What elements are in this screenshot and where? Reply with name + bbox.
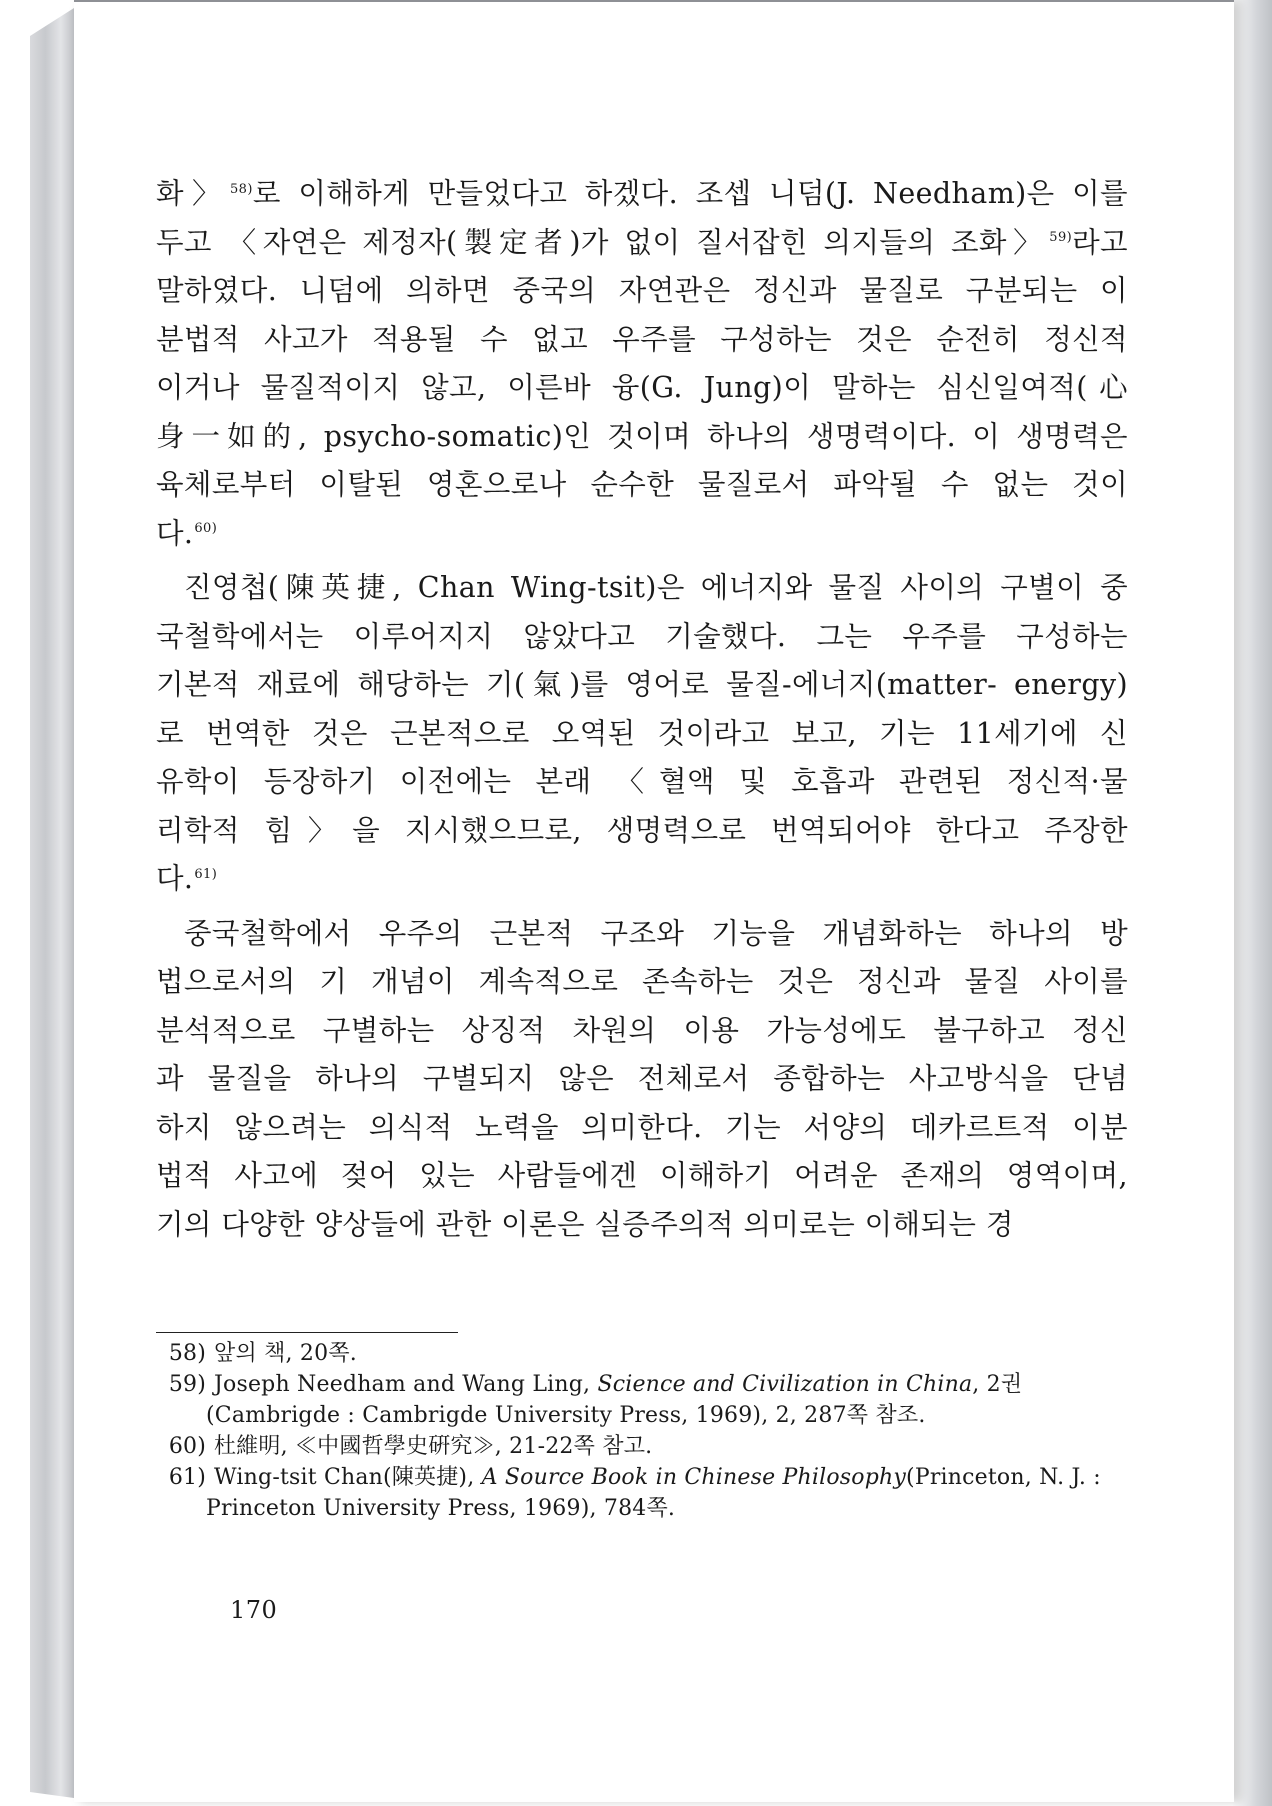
footnote-marker: 60)	[194, 521, 218, 536]
line-text: 중국철학에서 우주의 근본적 구조와 기능을 개념화하는 하나의 방	[184, 916, 1128, 950]
footnote-segment: (Princeton, N. J. :	[906, 1465, 1101, 1490]
text-line	[156, 1007, 1128, 1056]
footnote-marker: 61)	[194, 866, 218, 882]
text-line	[156, 1104, 1128, 1153]
text-line	[156, 710, 1128, 759]
footnote-marker: 58)	[230, 181, 253, 197]
footnote-text	[214, 1431, 1128, 1462]
line-text: 국철학에서는 이루어지지 않았다고 기술했다. 그는 우주를 구성하는	[156, 619, 1128, 653]
footnote-segment: Joseph Needham and Wang Ling,	[214, 1372, 598, 1397]
text-line	[156, 170, 1128, 219]
footnote-line	[214, 1462, 1128, 1493]
line-text: 로 번역한 것은 근본적으로 오역된 것이라고 보고, 기는 11세기에 신	[156, 716, 1128, 750]
text-line	[156, 758, 1128, 807]
footnote-line	[206, 1400, 1128, 1431]
line-text: 법적 사고에 젖어 있는 사람들에겐 이해하기 어려운 존재의 영역이며,	[156, 1159, 1128, 1192]
line-text: 말하였다. 니덤에 의하면 중국의 자연관은 정신과 물질로 구분되는 이	[156, 274, 1128, 307]
paragraph	[156, 910, 1128, 1250]
line-text: 다.	[156, 516, 194, 550]
line-text: 로 이해하게 만들었다고 하겠다. 조셉 니덤(J. Needham)은 이를	[252, 177, 1128, 210]
line-text: 두고 〈자연은 제정자(製定者)가 없이 질서잡힌 의지들의 조화〉	[156, 225, 1049, 259]
page-number: 170	[230, 1596, 278, 1624]
footnote-item	[156, 1369, 1128, 1431]
text-line	[156, 855, 1128, 904]
line-text: 분법적 사고가 적용될 수 없고 우주를 구성하는 것은 순전히 정신적	[156, 322, 1128, 356]
footnotes	[156, 1338, 1128, 1524]
footnote-line	[214, 1369, 1128, 1400]
footnote-text	[214, 1338, 1128, 1369]
text-line	[156, 219, 1128, 268]
footnote-number: 60)	[168, 1434, 206, 1459]
line-text: 유학이 등장하기 이전에는 본래 〈혈액 및 호흡과 관련된 정신적·물	[156, 765, 1128, 798]
text-line	[156, 564, 1128, 613]
line-text: 진영첩(陳英捷, Chan Wing-tsit)은 에너지와 물질 사이의 구별이 중	[184, 571, 1128, 604]
text-line	[156, 510, 1128, 559]
footnote-segment: 앞의 책, 20쪽.	[214, 1341, 357, 1366]
text-line	[156, 958, 1128, 1007]
footnote-item	[156, 1431, 1128, 1462]
footnote-item	[156, 1462, 1128, 1524]
text-line	[156, 807, 1128, 856]
line-text: 과 물질을 하나의 구별되지 않은 전체로서 종합하는 사고방식을 단념	[156, 1062, 1128, 1095]
text-line	[156, 661, 1128, 710]
line-text: 이거나 물질적이지 않고, 이른바 융(G. Jung)이 말하는 심신일여적(心	[156, 371, 1128, 404]
footnote-number: 58)	[168, 1341, 206, 1366]
text-line	[156, 461, 1128, 510]
line-text: 身一如的, psycho-somatic)인 것이며 하나의 생명력이다. 이 생명력은	[156, 419, 1128, 453]
page-edge	[30, 8, 74, 1798]
text-line	[156, 316, 1128, 365]
footnote-segment: , 2권	[972, 1372, 1023, 1397]
text-line	[156, 413, 1128, 462]
footnote-divider	[156, 1332, 458, 1333]
footnote-segment: 杜維明, ≪中國哲學史硏究≫, 21-22쪽 참고.	[214, 1434, 653, 1459]
line-text: 다.	[156, 862, 194, 895]
text-line	[156, 910, 1128, 959]
footnote-text	[206, 1369, 1128, 1431]
line-text: 하지 않으려는 의식적 노력을 의미한다. 기는 서양의 데카르트적 이분	[156, 1110, 1128, 1144]
book-title: A Source Book in Chinese Philosophy	[481, 1465, 907, 1490]
paragraph	[156, 170, 1128, 558]
footnote-marker: 59)	[1049, 230, 1073, 245]
body-text	[156, 170, 1128, 1255]
footnote-number: 61)	[168, 1465, 206, 1490]
footnote-segment: Wing-tsit Chan(陳英捷),	[214, 1465, 482, 1490]
text-line	[156, 1152, 1128, 1201]
page-shadow	[1232, 0, 1272, 1806]
line-text: 리학적 힘〉을 지시했으므로, 생명력으로 번역되어야 한다고 주장한	[156, 813, 1128, 847]
footnote-line	[214, 1338, 1128, 1369]
text-line	[156, 267, 1128, 316]
text-line	[156, 364, 1128, 413]
text-line	[156, 1055, 1128, 1104]
line-text: 분석적으로 구별하는 상징적 차원의 이용 가능성에도 불구하고 정신	[156, 1013, 1128, 1047]
footnote-number: 59)	[168, 1372, 206, 1397]
line-text: 기본적 재료에 해당하는 기(氣)를 영어로 물질-에너지(matter- energy)	[156, 668, 1128, 701]
footnote-segment: (Cambrigde : Cambrigde University Press, 1969), 2, 287쪽 참조.	[206, 1403, 926, 1428]
line-text: 화〉	[156, 177, 230, 210]
book-title: Science and Civilization in China	[597, 1372, 973, 1397]
footnote-item	[156, 1338, 1128, 1369]
line-text: 법으로서의 기 개념이 계속적으로 존속하는 것은 정신과 물질 사이를	[156, 965, 1128, 998]
line-text: 라고	[1072, 225, 1128, 259]
footnote-line	[206, 1493, 1128, 1524]
paragraph	[156, 564, 1128, 904]
footnote-segment: Princeton University Press, 1969), 784쪽.	[206, 1496, 676, 1521]
line-text: 육체로부터 이탈된 영혼으로나 순수한 물질로서 파악될 수 없는 것이	[156, 468, 1128, 501]
text-line	[156, 613, 1128, 662]
footnote-text	[206, 1462, 1128, 1524]
text-line	[156, 1201, 1128, 1250]
line-text: 기의 다양한 양상들에 관한 이론은 실증주의적 의미로는 이해되는 경	[156, 1207, 1014, 1241]
footnote-line	[214, 1431, 1128, 1462]
